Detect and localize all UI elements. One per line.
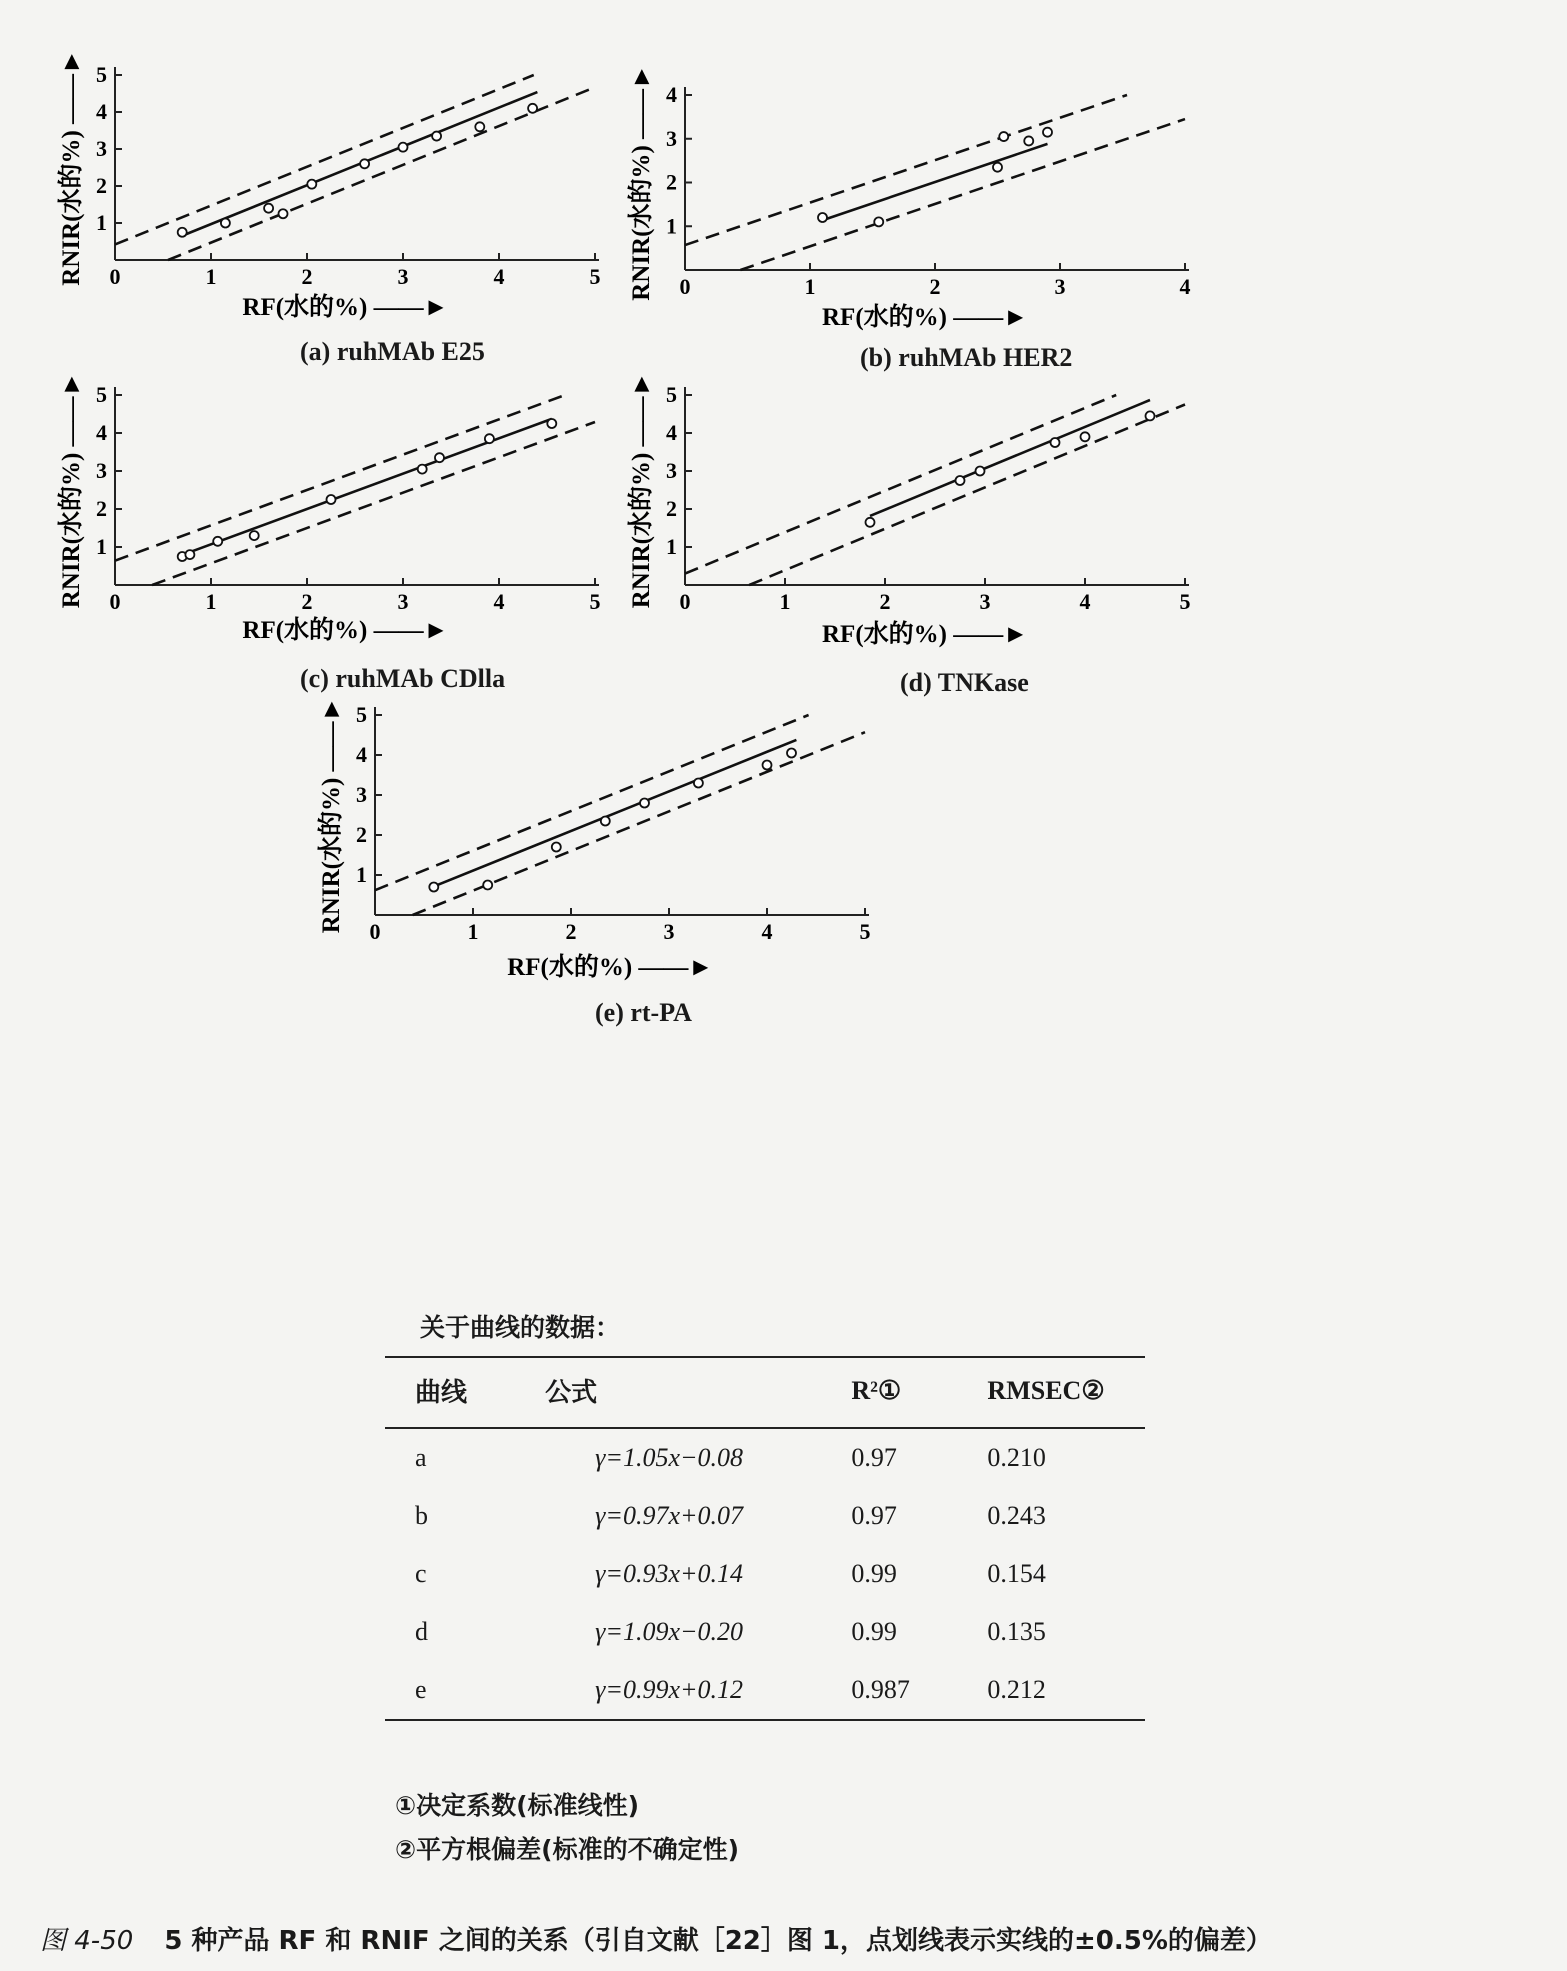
upper-deviation-line xyxy=(685,395,1116,574)
header-r2: R²① xyxy=(843,1357,979,1428)
chart-a-title: (a) ruhMAb E25 xyxy=(300,337,485,366)
x-axis-label: RF(水的%) ——► xyxy=(242,294,449,321)
y-tick-label: 3 xyxy=(96,458,107,483)
regression-line xyxy=(434,740,797,887)
x-tick-label: 2 xyxy=(565,919,577,944)
chart-b xyxy=(630,60,1210,330)
cell-rmsec: 0.154 xyxy=(987,1559,1046,1588)
chart-e xyxy=(318,696,880,990)
y-tick-label: 1 xyxy=(666,213,677,239)
cell-formula: γ=0.97x+0.07 xyxy=(595,1501,744,1530)
y-tick-label: 2 xyxy=(96,173,107,198)
chart-panel-c xyxy=(58,371,620,654)
data-point xyxy=(601,817,610,826)
x-tick-label: 3 xyxy=(397,589,409,614)
footnote-r2: ①决定系数(标准线性) xyxy=(395,1791,640,1820)
y-axis-label: RNIR(水的%) ——► xyxy=(58,49,85,286)
x-tick-label: 1 xyxy=(205,589,217,614)
x-axis-label: RF(水的%) ——► xyxy=(822,304,1028,331)
cell-curve: e xyxy=(385,1661,535,1720)
y-tick-label: 1 xyxy=(356,862,367,887)
data-point xyxy=(1146,411,1155,420)
x-tick-label: 3 xyxy=(1054,274,1066,299)
cell-curve: c xyxy=(415,1559,427,1588)
data-point xyxy=(1051,438,1060,447)
x-tick-label: 3 xyxy=(397,264,409,289)
data-point xyxy=(1081,432,1090,441)
y-tick-label: 1 xyxy=(96,210,107,235)
y-tick-label: 5 xyxy=(96,62,107,87)
data-point xyxy=(221,219,230,228)
data-point xyxy=(483,881,492,890)
upper-deviation-line xyxy=(375,715,809,890)
table-row xyxy=(385,1603,1145,1661)
y-tick-label: 2 xyxy=(356,822,367,847)
cell-formula: γ=0.99x+0.12 xyxy=(535,1661,843,1720)
upper-deviation-line xyxy=(115,75,534,244)
data-point xyxy=(327,495,336,504)
table-row xyxy=(385,1661,1145,1720)
data-point xyxy=(1024,136,1033,145)
x-tick-label: 3 xyxy=(663,919,675,944)
y-tick-label: 4 xyxy=(96,99,107,124)
data-point xyxy=(399,143,408,152)
y-tick-label: 2 xyxy=(96,496,107,521)
data-point xyxy=(429,883,438,892)
table-row xyxy=(385,1545,1145,1603)
data-point xyxy=(418,465,427,474)
data-point xyxy=(547,419,556,428)
regression-line xyxy=(823,144,1048,220)
regression-line xyxy=(870,400,1150,516)
y-tick-label: 3 xyxy=(666,458,677,483)
data-point xyxy=(264,204,273,213)
y-axis-label: RNIR(水的%) ——► xyxy=(318,696,345,934)
y-axis-label: RNIR(水的%) ——► xyxy=(58,371,85,609)
x-tick-label: 4 xyxy=(761,919,773,944)
data-point xyxy=(640,799,649,808)
x-tick-label: 0 xyxy=(109,264,121,289)
chart-d xyxy=(628,371,1210,650)
x-tick-label: 2 xyxy=(301,264,313,289)
data-point xyxy=(178,228,187,237)
cell-r2: 0.97 xyxy=(851,1501,897,1530)
x-tick-label: 2 xyxy=(929,274,941,299)
cell-formula: γ=1.09x−0.20 xyxy=(595,1617,744,1646)
cell-rmsec: 0.135 xyxy=(987,1617,1046,1646)
data-point xyxy=(818,213,827,222)
y-tick-label: 4 xyxy=(356,742,367,767)
data-point xyxy=(1043,128,1052,137)
curve-data-table-block xyxy=(385,1308,1145,1721)
data-point xyxy=(432,132,441,141)
data-point xyxy=(976,467,985,476)
chart-b-title: (b) ruhMAb HER2 xyxy=(860,343,1073,372)
y-tick-label: 3 xyxy=(666,125,677,151)
chart-panel-b xyxy=(630,60,1210,334)
figure-caption xyxy=(40,1920,1540,1957)
figure-caption-text: 5 种产品 RF 和 RNIF 之间的关系（引自文献［22］图 1，点划线表示实线的±0.5%的偏差） xyxy=(164,1926,1272,1956)
cell-r2: 0.987 xyxy=(843,1661,979,1720)
x-tick-label: 5 xyxy=(589,264,601,289)
data-point xyxy=(435,453,444,462)
x-tick-label: 5 xyxy=(589,589,601,614)
y-axis-label: RNIR(水的%) ——► xyxy=(628,371,655,609)
chart-e-title: (e) rt-PA xyxy=(595,998,692,1027)
lower-deviation-line xyxy=(740,119,1185,270)
data-point xyxy=(956,476,965,485)
chart-panel-d xyxy=(628,371,1210,654)
y-tick-label: 3 xyxy=(356,782,367,807)
cell-formula: γ=1.05x−0.08 xyxy=(595,1443,744,1472)
y-tick-label: 5 xyxy=(96,382,107,407)
x-tick-label: 0 xyxy=(369,919,381,944)
chart-c xyxy=(58,371,620,650)
y-tick-label: 4 xyxy=(666,420,677,445)
x-axis-label: RF(水的%) ——► xyxy=(242,617,449,644)
data-point xyxy=(279,209,288,218)
x-tick-label: 2 xyxy=(301,589,313,614)
chart-d-title: (d) TNKase xyxy=(900,668,1029,697)
data-point xyxy=(528,104,537,113)
x-tick-label: 0 xyxy=(679,589,691,614)
cell-formula: γ=0.93x+0.14 xyxy=(595,1559,744,1588)
lower-deviation-line xyxy=(413,732,865,915)
y-axis-label: RNIR(水的%) ——► xyxy=(628,64,655,301)
x-tick-label: 4 xyxy=(493,264,505,289)
data-point xyxy=(763,761,772,770)
y-tick-label: 2 xyxy=(666,169,677,195)
data-point xyxy=(250,531,259,540)
x-tick-label: 4 xyxy=(1179,274,1191,299)
table-header-row xyxy=(385,1357,1145,1428)
x-tick-label: 2 xyxy=(879,589,891,614)
chart-panel-a xyxy=(58,49,620,334)
figure-number: 图 4-50 xyxy=(40,1926,134,1956)
y-tick-label: 3 xyxy=(96,136,107,161)
chart-panel-e xyxy=(318,696,880,994)
y-tick-label: 5 xyxy=(356,702,367,727)
data-point xyxy=(552,843,561,852)
x-tick-label: 5 xyxy=(1179,589,1191,614)
lower-deviation-line xyxy=(152,422,595,585)
upper-deviation-line xyxy=(115,395,565,561)
cell-r2: 0.99 xyxy=(851,1559,897,1588)
x-tick-label: 4 xyxy=(1079,589,1091,614)
cell-rmsec: 0.212 xyxy=(979,1661,1145,1720)
table-row xyxy=(385,1487,1145,1545)
data-point xyxy=(213,537,222,546)
cell-rmsec: 0.243 xyxy=(987,1501,1046,1530)
cell-curve: d xyxy=(415,1617,428,1646)
data-point xyxy=(787,749,796,758)
cell-r2: 0.97 xyxy=(851,1443,897,1472)
upper-deviation-line xyxy=(685,95,1127,245)
table-title: 关于曲线的数据： xyxy=(420,1313,621,1342)
x-tick-label: 1 xyxy=(205,264,217,289)
data-point xyxy=(874,217,883,226)
chart-c-title: (c) ruhMAb CDlla xyxy=(300,664,506,693)
header-formula: 公式 xyxy=(535,1357,843,1428)
x-tick-label: 1 xyxy=(779,589,791,614)
x-tick-label: 4 xyxy=(493,589,505,614)
cell-rmsec: 0.210 xyxy=(987,1443,1046,1472)
cell-curve: b xyxy=(415,1501,428,1530)
data-point xyxy=(307,180,316,189)
chart-a xyxy=(58,49,620,330)
x-axis-label: RF(水的%) ——► xyxy=(822,621,1028,648)
header-curve: 曲线 xyxy=(385,1357,535,1428)
y-tick-label: 1 xyxy=(96,534,107,559)
x-tick-label: 3 xyxy=(979,589,991,614)
y-tick-label: 2 xyxy=(666,496,677,521)
data-point xyxy=(993,163,1002,172)
data-point xyxy=(999,132,1008,141)
y-tick-label: 4 xyxy=(96,420,107,445)
curve-data-table xyxy=(385,1356,1145,1721)
footnote-rmsec: ②平方根偏差(标准的不确定性) xyxy=(395,1835,740,1864)
y-tick-label: 4 xyxy=(666,82,677,107)
y-tick-label: 1 xyxy=(666,534,677,559)
cell-curve: a xyxy=(415,1443,427,1472)
x-tick-label: 5 xyxy=(859,919,871,944)
data-point xyxy=(694,779,703,788)
data-point xyxy=(485,434,494,443)
header-rmsec: RMSEC② xyxy=(979,1357,1145,1428)
x-tick-label: 0 xyxy=(109,589,121,614)
regression-line xyxy=(182,419,552,555)
table-row xyxy=(385,1428,1145,1487)
lower-deviation-line xyxy=(749,405,1185,586)
data-point xyxy=(360,159,369,168)
x-tick-label: 0 xyxy=(679,274,691,299)
data-point xyxy=(866,518,875,527)
y-tick-label: 5 xyxy=(666,382,677,407)
x-tick-label: 1 xyxy=(467,919,479,944)
x-tick-label: 1 xyxy=(804,274,816,299)
cell-r2: 0.99 xyxy=(851,1617,897,1646)
data-point xyxy=(475,122,484,131)
x-axis-label: RF(水的%) ——► xyxy=(507,954,714,981)
data-point xyxy=(185,550,194,559)
